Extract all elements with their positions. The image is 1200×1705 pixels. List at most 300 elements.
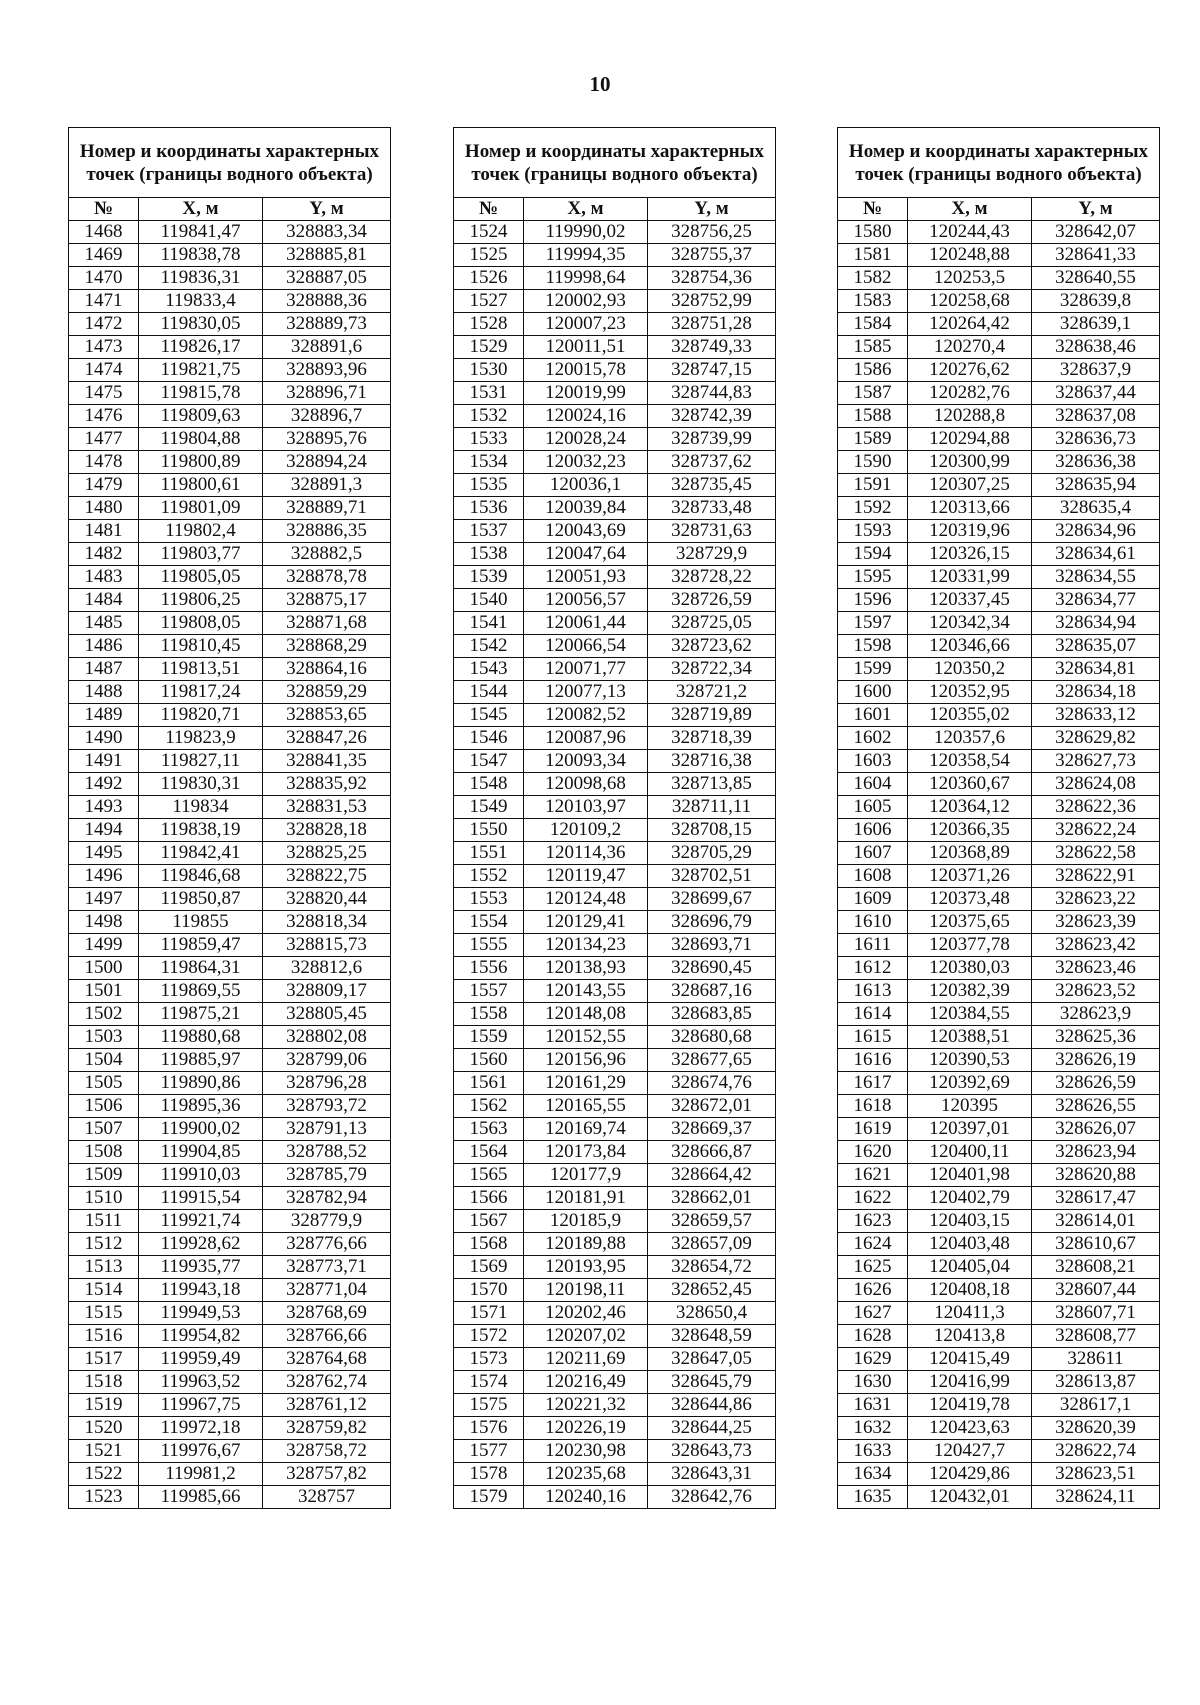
table-row xyxy=(69,1486,391,1509)
point-number-cell: 1537 xyxy=(454,520,524,543)
y-coordinate-cell: 328820,44 xyxy=(263,888,391,911)
table-row xyxy=(454,1026,776,1049)
table-row xyxy=(454,474,776,497)
x-coordinate-cell: 120288,8 xyxy=(908,405,1032,428)
table-row xyxy=(838,842,1160,865)
y-coordinate-cell: 328637,9 xyxy=(1032,359,1160,382)
y-coordinate-cell: 328723,62 xyxy=(648,635,776,658)
point-number-cell: 1510 xyxy=(69,1187,139,1210)
x-coordinate-cell: 120177,9 xyxy=(524,1164,648,1187)
y-coordinate-cell: 328629,82 xyxy=(1032,727,1160,750)
point-number-cell: 1502 xyxy=(69,1003,139,1026)
x-coordinate-cell: 120368,89 xyxy=(908,842,1032,865)
x-coordinate-cell: 119880,68 xyxy=(139,1026,263,1049)
table-row xyxy=(838,635,1160,658)
x-coordinate-cell: 119800,61 xyxy=(139,474,263,497)
point-number-cell: 1561 xyxy=(454,1072,524,1095)
x-coordinate-cell: 119869,55 xyxy=(139,980,263,1003)
point-number-cell: 1606 xyxy=(838,819,908,842)
table-row xyxy=(838,980,1160,1003)
point-number-cell: 1511 xyxy=(69,1210,139,1233)
point-number-cell: 1595 xyxy=(838,566,908,589)
table-row xyxy=(69,1210,391,1233)
table-row xyxy=(838,313,1160,336)
y-coordinate-cell: 328677,65 xyxy=(648,1049,776,1072)
table-row xyxy=(69,336,391,359)
point-number-cell: 1619 xyxy=(838,1118,908,1141)
y-coordinate-cell: 328888,36 xyxy=(263,290,391,313)
point-number-cell: 1475 xyxy=(69,382,139,405)
y-coordinate-cell: 328608,77 xyxy=(1032,1325,1160,1348)
point-number-cell: 1536 xyxy=(454,497,524,520)
point-number-cell: 1583 xyxy=(838,290,908,313)
x-coordinate-cell: 120148,08 xyxy=(524,1003,648,1026)
table-title: Номер и координаты характерных точек (границы водного объекта) xyxy=(838,128,1160,198)
x-coordinate-cell: 119834 xyxy=(139,796,263,819)
x-coordinate-cell: 120185,9 xyxy=(524,1210,648,1233)
x-coordinate-cell: 120119,47 xyxy=(524,865,648,888)
y-coordinate-cell: 328721,2 xyxy=(648,681,776,704)
point-number-cell: 1556 xyxy=(454,957,524,980)
y-coordinate-cell: 328622,36 xyxy=(1032,796,1160,819)
point-number-cell: 1563 xyxy=(454,1118,524,1141)
y-coordinate-cell: 328635,07 xyxy=(1032,635,1160,658)
table-row xyxy=(838,1256,1160,1279)
table-row xyxy=(69,612,391,635)
y-coordinate-cell: 328735,45 xyxy=(648,474,776,497)
table-row xyxy=(838,934,1160,957)
point-number-cell: 1621 xyxy=(838,1164,908,1187)
point-number-cell: 1516 xyxy=(69,1325,139,1348)
y-coordinate-cell: 328882,5 xyxy=(263,543,391,566)
x-coordinate-cell: 119985,66 xyxy=(139,1486,263,1509)
point-number-cell: 1630 xyxy=(838,1371,908,1394)
point-number-cell: 1562 xyxy=(454,1095,524,1118)
x-coordinate-cell: 119972,18 xyxy=(139,1417,263,1440)
y-coordinate-cell: 328799,06 xyxy=(263,1049,391,1072)
table-row xyxy=(69,1233,391,1256)
point-number-cell: 1627 xyxy=(838,1302,908,1325)
y-coordinate-cell: 328889,73 xyxy=(263,313,391,336)
y-coordinate-cell: 328815,73 xyxy=(263,934,391,957)
x-coordinate-cell: 119830,31 xyxy=(139,773,263,796)
x-coordinate-cell: 119836,31 xyxy=(139,267,263,290)
table-row xyxy=(454,451,776,474)
y-coordinate-cell: 328751,28 xyxy=(648,313,776,336)
x-coordinate-cell: 120173,84 xyxy=(524,1141,648,1164)
point-number-cell: 1493 xyxy=(69,796,139,819)
y-coordinate-cell: 328666,87 xyxy=(648,1141,776,1164)
point-number-cell: 1624 xyxy=(838,1233,908,1256)
x-coordinate-cell: 120423,63 xyxy=(908,1417,1032,1440)
x-coordinate-cell: 120240,16 xyxy=(524,1486,648,1509)
x-coordinate-cell: 120211,69 xyxy=(524,1348,648,1371)
point-number-cell: 1616 xyxy=(838,1049,908,1072)
point-number-cell: 1554 xyxy=(454,911,524,934)
x-coordinate-cell: 120244,43 xyxy=(908,221,1032,244)
x-coordinate-cell: 120087,96 xyxy=(524,727,648,750)
point-number-cell: 1581 xyxy=(838,244,908,267)
point-number-cell: 1632 xyxy=(838,1417,908,1440)
y-coordinate-cell: 328705,29 xyxy=(648,842,776,865)
y-coordinate-cell: 328702,51 xyxy=(648,865,776,888)
y-coordinate-cell: 328672,01 xyxy=(648,1095,776,1118)
point-number-cell: 1538 xyxy=(454,543,524,566)
table-row xyxy=(69,773,391,796)
table-row xyxy=(454,382,776,405)
point-number-cell: 1517 xyxy=(69,1348,139,1371)
table-row xyxy=(454,1049,776,1072)
x-coordinate-cell: 119817,24 xyxy=(139,681,263,704)
y-coordinate-cell: 328796,28 xyxy=(263,1072,391,1095)
table-row xyxy=(69,980,391,1003)
table-row xyxy=(69,1463,391,1486)
y-coordinate-cell: 328708,15 xyxy=(648,819,776,842)
table-row xyxy=(838,1348,1160,1371)
x-coordinate-cell: 119809,63 xyxy=(139,405,263,428)
table-row xyxy=(838,1440,1160,1463)
x-coordinate-cell: 120019,99 xyxy=(524,382,648,405)
y-coordinate-cell: 328608,21 xyxy=(1032,1256,1160,1279)
x-coordinate-cell: 120071,77 xyxy=(524,658,648,681)
y-coordinate-cell: 328828,18 xyxy=(263,819,391,842)
y-coordinate-cell: 328634,96 xyxy=(1032,520,1160,543)
y-coordinate-cell: 328626,55 xyxy=(1032,1095,1160,1118)
table-row xyxy=(69,842,391,865)
column-header-number: № xyxy=(838,198,908,221)
table-row xyxy=(454,267,776,290)
x-coordinate-cell: 120413,8 xyxy=(908,1325,1032,1348)
table-row xyxy=(838,1486,1160,1509)
point-number-cell: 1620 xyxy=(838,1141,908,1164)
point-number-cell: 1558 xyxy=(454,1003,524,1026)
table-row xyxy=(69,681,391,704)
point-number-cell: 1509 xyxy=(69,1164,139,1187)
x-coordinate-cell: 120138,93 xyxy=(524,957,648,980)
point-number-cell: 1594 xyxy=(838,543,908,566)
y-coordinate-cell: 328634,77 xyxy=(1032,589,1160,612)
point-number-cell: 1586 xyxy=(838,359,908,382)
point-number-cell: 1477 xyxy=(69,428,139,451)
table-row xyxy=(69,221,391,244)
point-number-cell: 1507 xyxy=(69,1118,139,1141)
x-coordinate-cell: 120181,91 xyxy=(524,1187,648,1210)
y-coordinate-cell: 328761,12 xyxy=(263,1394,391,1417)
x-coordinate-cell: 120061,44 xyxy=(524,612,648,635)
y-coordinate-cell: 328868,29 xyxy=(263,635,391,658)
y-coordinate-cell: 328643,31 xyxy=(648,1463,776,1486)
point-number-cell: 1505 xyxy=(69,1072,139,1095)
x-coordinate-cell: 119838,19 xyxy=(139,819,263,842)
table-row xyxy=(69,267,391,290)
table-row xyxy=(454,1440,776,1463)
y-coordinate-cell: 328623,9 xyxy=(1032,1003,1160,1026)
table-row xyxy=(454,543,776,566)
y-coordinate-cell: 328652,45 xyxy=(648,1279,776,1302)
x-coordinate-cell: 120193,95 xyxy=(524,1256,648,1279)
y-coordinate-cell: 328871,68 xyxy=(263,612,391,635)
x-coordinate-cell: 120002,93 xyxy=(524,290,648,313)
y-coordinate-cell: 328726,59 xyxy=(648,589,776,612)
x-coordinate-cell: 120226,19 xyxy=(524,1417,648,1440)
table-row xyxy=(454,566,776,589)
y-coordinate-cell: 328620,88 xyxy=(1032,1164,1160,1187)
page-number: 10 xyxy=(589,72,611,96)
point-number-cell: 1528 xyxy=(454,313,524,336)
x-coordinate-cell: 119885,97 xyxy=(139,1049,263,1072)
x-coordinate-cell: 120169,74 xyxy=(524,1118,648,1141)
y-coordinate-cell: 328895,76 xyxy=(263,428,391,451)
x-coordinate-cell: 120152,55 xyxy=(524,1026,648,1049)
y-coordinate-cell: 328725,05 xyxy=(648,612,776,635)
table-row xyxy=(454,313,776,336)
point-number-cell: 1578 xyxy=(454,1463,524,1486)
point-number-cell: 1597 xyxy=(838,612,908,635)
x-coordinate-cell: 119815,78 xyxy=(139,382,263,405)
x-coordinate-cell: 120109,2 xyxy=(524,819,648,842)
point-number-cell: 1622 xyxy=(838,1187,908,1210)
point-number-cell: 1515 xyxy=(69,1302,139,1325)
table-row xyxy=(454,865,776,888)
x-coordinate-cell: 119998,64 xyxy=(524,267,648,290)
y-coordinate-cell: 328634,55 xyxy=(1032,566,1160,589)
x-coordinate-cell: 119904,85 xyxy=(139,1141,263,1164)
point-number-cell: 1497 xyxy=(69,888,139,911)
x-coordinate-cell: 120352,95 xyxy=(908,681,1032,704)
y-coordinate-cell: 328643,73 xyxy=(648,1440,776,1463)
point-number-cell: 1613 xyxy=(838,980,908,1003)
point-number-cell: 1629 xyxy=(838,1348,908,1371)
point-number-cell: 1481 xyxy=(69,520,139,543)
x-coordinate-cell: 120400,11 xyxy=(908,1141,1032,1164)
point-number-cell: 1615 xyxy=(838,1026,908,1049)
table-row xyxy=(454,750,776,773)
point-number-cell: 1514 xyxy=(69,1279,139,1302)
table-row xyxy=(69,1095,391,1118)
y-coordinate-cell: 328896,71 xyxy=(263,382,391,405)
point-number-cell: 1531 xyxy=(454,382,524,405)
y-coordinate-cell: 328644,86 xyxy=(648,1394,776,1417)
point-number-cell: 1614 xyxy=(838,1003,908,1026)
point-number-cell: 1590 xyxy=(838,451,908,474)
table-row xyxy=(69,1003,391,1026)
coordinates-table-3 xyxy=(837,127,1160,1509)
table-row xyxy=(838,474,1160,497)
table-row xyxy=(838,1210,1160,1233)
table-row xyxy=(454,1210,776,1233)
x-coordinate-cell: 120039,84 xyxy=(524,497,648,520)
y-coordinate-cell: 328756,25 xyxy=(648,221,776,244)
table-row xyxy=(454,405,776,428)
point-number-cell: 1522 xyxy=(69,1463,139,1486)
y-coordinate-cell: 328788,52 xyxy=(263,1141,391,1164)
table-row xyxy=(69,1279,391,1302)
table-row xyxy=(454,1302,776,1325)
x-coordinate-cell: 120230,98 xyxy=(524,1440,648,1463)
table-row xyxy=(454,428,776,451)
point-number-cell: 1559 xyxy=(454,1026,524,1049)
point-number-cell: 1634 xyxy=(838,1463,908,1486)
column-header-x: X, м xyxy=(524,198,648,221)
x-coordinate-cell: 120189,88 xyxy=(524,1233,648,1256)
table-row xyxy=(69,957,391,980)
y-coordinate-cell: 328742,39 xyxy=(648,405,776,428)
point-number-cell: 1530 xyxy=(454,359,524,382)
table-row xyxy=(454,1394,776,1417)
table-row xyxy=(838,727,1160,750)
y-coordinate-cell: 328847,26 xyxy=(263,727,391,750)
table-body xyxy=(838,221,1160,1509)
point-number-cell: 1495 xyxy=(69,842,139,865)
table-row xyxy=(838,888,1160,911)
x-coordinate-cell: 120326,15 xyxy=(908,543,1032,566)
x-coordinate-cell: 120401,98 xyxy=(908,1164,1032,1187)
table-row xyxy=(838,865,1160,888)
y-coordinate-cell: 328875,17 xyxy=(263,589,391,612)
table-row xyxy=(838,1164,1160,1187)
y-coordinate-cell: 328782,94 xyxy=(263,1187,391,1210)
x-coordinate-cell: 120011,51 xyxy=(524,336,648,359)
x-coordinate-cell: 120313,66 xyxy=(908,497,1032,520)
x-coordinate-cell: 119850,87 xyxy=(139,888,263,911)
x-coordinate-cell: 119830,05 xyxy=(139,313,263,336)
table-body xyxy=(454,221,776,1509)
point-number-cell: 1574 xyxy=(454,1371,524,1394)
table-row xyxy=(454,1095,776,1118)
table-row xyxy=(69,750,391,773)
x-coordinate-cell: 120411,3 xyxy=(908,1302,1032,1325)
y-coordinate-cell: 328650,4 xyxy=(648,1302,776,1325)
point-number-cell: 1489 xyxy=(69,704,139,727)
y-coordinate-cell: 328757,82 xyxy=(263,1463,391,1486)
point-number-cell: 1579 xyxy=(454,1486,524,1509)
y-coordinate-cell: 328637,44 xyxy=(1032,382,1160,405)
point-number-cell: 1564 xyxy=(454,1141,524,1164)
y-coordinate-cell: 328610,67 xyxy=(1032,1233,1160,1256)
x-coordinate-cell: 120397,01 xyxy=(908,1118,1032,1141)
y-coordinate-cell: 328641,33 xyxy=(1032,244,1160,267)
point-number-cell: 1540 xyxy=(454,589,524,612)
y-coordinate-cell: 328623,39 xyxy=(1032,911,1160,934)
point-number-cell: 1468 xyxy=(69,221,139,244)
y-coordinate-cell: 328739,99 xyxy=(648,428,776,451)
point-number-cell: 1476 xyxy=(69,405,139,428)
x-coordinate-cell: 119935,77 xyxy=(139,1256,263,1279)
point-number-cell: 1603 xyxy=(838,750,908,773)
x-coordinate-cell: 120221,32 xyxy=(524,1394,648,1417)
y-coordinate-cell: 328623,51 xyxy=(1032,1463,1160,1486)
table-row xyxy=(69,1072,391,1095)
x-coordinate-cell: 120373,48 xyxy=(908,888,1032,911)
point-number-cell: 1523 xyxy=(69,1486,139,1509)
y-coordinate-cell: 328657,09 xyxy=(648,1233,776,1256)
x-coordinate-cell: 120366,35 xyxy=(908,819,1032,842)
point-number-cell: 1539 xyxy=(454,566,524,589)
x-coordinate-cell: 119827,11 xyxy=(139,750,263,773)
point-number-cell: 1547 xyxy=(454,750,524,773)
x-coordinate-cell: 120371,26 xyxy=(908,865,1032,888)
x-coordinate-cell: 120202,46 xyxy=(524,1302,648,1325)
x-coordinate-cell: 120282,76 xyxy=(908,382,1032,405)
table-row xyxy=(454,1486,776,1509)
y-coordinate-cell: 328728,22 xyxy=(648,566,776,589)
y-coordinate-cell: 328822,75 xyxy=(263,865,391,888)
point-number-cell: 1500 xyxy=(69,957,139,980)
x-coordinate-cell: 119890,86 xyxy=(139,1072,263,1095)
table-row xyxy=(69,1302,391,1325)
y-coordinate-cell: 328896,7 xyxy=(263,405,391,428)
table-row xyxy=(454,520,776,543)
y-coordinate-cell: 328662,01 xyxy=(648,1187,776,1210)
y-coordinate-cell: 328647,05 xyxy=(648,1348,776,1371)
point-number-cell: 1503 xyxy=(69,1026,139,1049)
y-coordinate-cell: 328634,81 xyxy=(1032,658,1160,681)
table-row xyxy=(838,543,1160,566)
x-coordinate-cell: 120355,02 xyxy=(908,704,1032,727)
point-number-cell: 1483 xyxy=(69,566,139,589)
x-coordinate-cell: 119859,47 xyxy=(139,934,263,957)
y-coordinate-cell: 328744,83 xyxy=(648,382,776,405)
x-coordinate-cell: 120427,7 xyxy=(908,1440,1032,1463)
table-row xyxy=(69,819,391,842)
table-row xyxy=(69,865,391,888)
table-row xyxy=(454,1417,776,1440)
x-coordinate-cell: 120403,48 xyxy=(908,1233,1032,1256)
y-coordinate-cell: 328625,36 xyxy=(1032,1026,1160,1049)
point-number-cell: 1572 xyxy=(454,1325,524,1348)
table-row xyxy=(454,1187,776,1210)
x-coordinate-cell: 120429,86 xyxy=(908,1463,1032,1486)
point-number-cell: 1529 xyxy=(454,336,524,359)
table-row xyxy=(838,773,1160,796)
x-coordinate-cell: 120015,78 xyxy=(524,359,648,382)
x-coordinate-cell: 120032,23 xyxy=(524,451,648,474)
table-row xyxy=(454,1348,776,1371)
point-number-cell: 1610 xyxy=(838,911,908,934)
point-number-cell: 1602 xyxy=(838,727,908,750)
point-number-cell: 1471 xyxy=(69,290,139,313)
point-number-cell: 1542 xyxy=(454,635,524,658)
point-number-cell: 1569 xyxy=(454,1256,524,1279)
table-row xyxy=(838,428,1160,451)
y-coordinate-cell: 328669,37 xyxy=(648,1118,776,1141)
x-coordinate-cell: 119841,47 xyxy=(139,221,263,244)
point-number-cell: 1585 xyxy=(838,336,908,359)
point-number-cell: 1607 xyxy=(838,842,908,865)
y-coordinate-cell: 328687,16 xyxy=(648,980,776,1003)
point-number-cell: 1566 xyxy=(454,1187,524,1210)
x-coordinate-cell: 120258,68 xyxy=(908,290,1032,313)
table-row xyxy=(69,1325,391,1348)
point-number-cell: 1478 xyxy=(69,451,139,474)
x-coordinate-cell: 120346,66 xyxy=(908,635,1032,658)
y-coordinate-cell: 328614,01 xyxy=(1032,1210,1160,1233)
y-coordinate-cell: 328639,8 xyxy=(1032,290,1160,313)
point-number-cell: 1544 xyxy=(454,681,524,704)
y-coordinate-cell: 328883,34 xyxy=(263,221,391,244)
point-number-cell: 1549 xyxy=(454,796,524,819)
y-coordinate-cell: 328634,18 xyxy=(1032,681,1160,704)
y-coordinate-cell: 328752,99 xyxy=(648,290,776,313)
table-row xyxy=(454,497,776,520)
y-coordinate-cell: 328645,79 xyxy=(648,1371,776,1394)
x-coordinate-cell: 119842,41 xyxy=(139,842,263,865)
table-row xyxy=(69,727,391,750)
table-row xyxy=(454,1118,776,1141)
point-number-cell: 1485 xyxy=(69,612,139,635)
x-coordinate-cell: 120416,99 xyxy=(908,1371,1032,1394)
point-number-cell: 1617 xyxy=(838,1072,908,1095)
